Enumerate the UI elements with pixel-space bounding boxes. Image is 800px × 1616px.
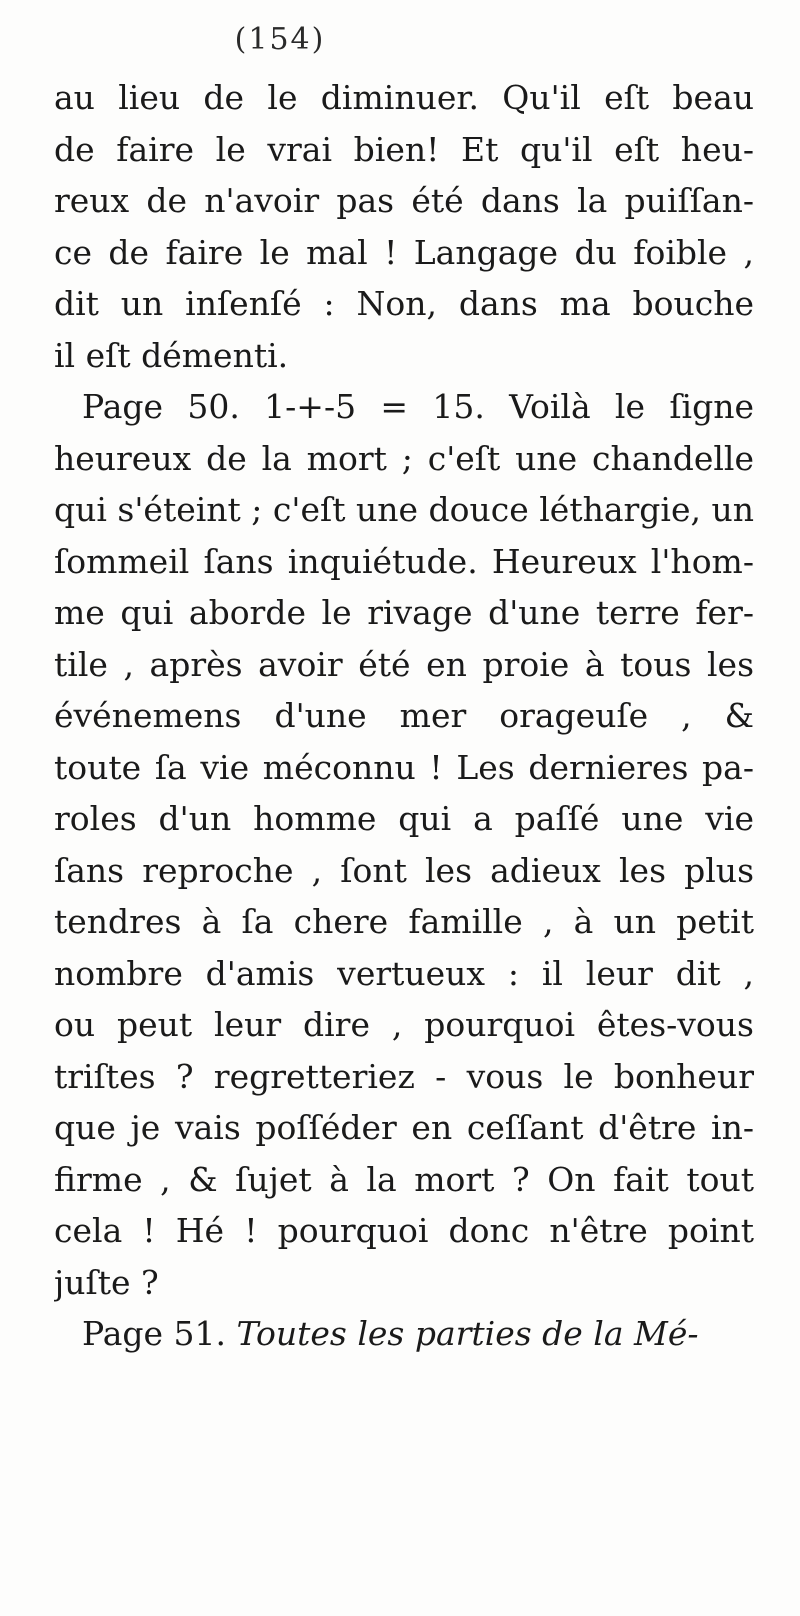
text-line: ſans reproche , ſont les adieux les plus — [54, 850, 754, 890]
text-line: juſte ? — [54, 1262, 159, 1302]
text-line: Page 50. 1-+-5 = 15. Voilà le ſigne — [82, 387, 754, 426]
text-line: roles d'un homme qui a paſſé une vie — [54, 799, 754, 838]
text-line: triſtes ? regretteriez - vous le bonheur — [54, 1056, 754, 1096]
text-line: il eſt démenti. — [54, 335, 289, 375]
text-line: firme , & ſujet à la mort ? On fait tout — [54, 1159, 754, 1199]
text-line: de faire le vrai bien! Et qu'il eſt heu- — [54, 129, 754, 169]
italic-heading: Toutes les parties de la Mé- — [236, 1314, 699, 1353]
text-line: qui s'éteint ; c'eſt une douce léthargie, un — [54, 490, 754, 529]
text-line: événemens d'une mer orageuſe , & — [54, 696, 754, 735]
body-text — [54, 72, 754, 1360]
text-line: reux de n'avoir pas été dans la puiſſan- — [54, 181, 754, 220]
text-line: tile , après avoir été en proie à tous les — [54, 644, 754, 684]
text-line: nombre d'amis vertueux : il leur dit , — [54, 953, 754, 993]
text-line: au lieu de le diminuer. Qu'il eſt beau — [54, 78, 754, 117]
text-line: ſommeil ſans inquiétude. Heureux l'hom- — [54, 541, 754, 581]
text-line: cela ! Hé ! pourquoi donc n'être point — [54, 1211, 754, 1250]
text-line: tendres à ſa chere famille , à un petit — [54, 902, 754, 941]
text-line: que je vais poſſéder en ceſſant d'être in- — [54, 1108, 754, 1147]
text-line: toute ſa vie méconnu ! Les dernieres pa- — [54, 747, 754, 787]
text-line-last — [54, 1308, 754, 1360]
text-line: ou peut leur dire , pourquoi êtes-vous — [54, 1005, 754, 1044]
page-reference: Page 51. — [82, 1314, 227, 1353]
text-line: dit un inſenſé : Non, dans ma bouche — [54, 284, 754, 323]
page-number: (154) — [234, 22, 326, 57]
text-line: me qui aborde le rivage d'une terre fer- — [54, 593, 754, 632]
text-line: heureux de la mort ; c'eſt une chandelle — [54, 438, 754, 478]
text-line: ce de faire le mal ! Langage du foible , — [54, 232, 754, 272]
